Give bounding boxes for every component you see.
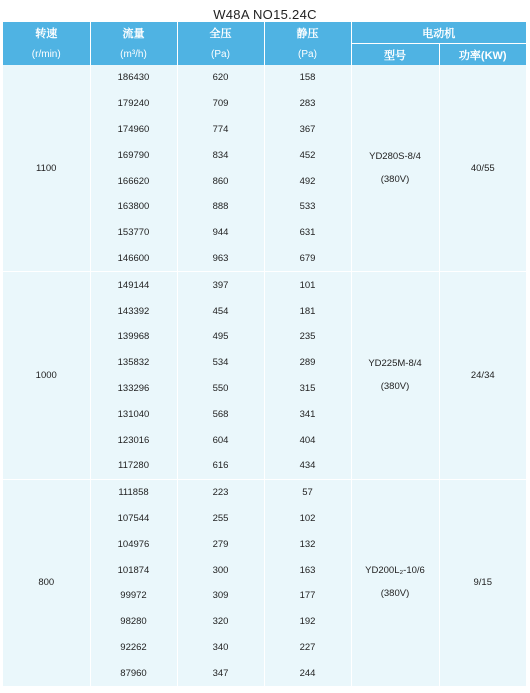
static-pressure-cell: 235 <box>264 324 351 350</box>
static-pressure-cell: 177 <box>264 583 351 609</box>
flow-cell: 166620 <box>90 168 177 194</box>
header-total-pressure: 全压 <box>177 22 264 44</box>
motor-model-cell <box>351 65 439 272</box>
flow-cell: 179240 <box>90 91 177 117</box>
flow-cell: 135832 <box>90 350 177 376</box>
flow-cell: 186430 <box>90 65 177 91</box>
header-power: 功率(KW) <box>439 44 526 66</box>
total-pressure-cell: 568 <box>177 401 264 427</box>
speed-cell: 800 <box>3 479 90 686</box>
static-pressure-cell: 341 <box>264 401 351 427</box>
header-total-pressure-unit: (Pa) <box>177 44 264 66</box>
total-pressure-cell: 534 <box>177 350 264 376</box>
flow-cell: 99972 <box>90 583 177 609</box>
flow-cell: 139968 <box>90 324 177 350</box>
static-pressure-cell: 132 <box>264 531 351 557</box>
total-pressure-cell: 774 <box>177 117 264 143</box>
total-pressure-cell: 347 <box>177 660 264 686</box>
flow-cell: 149144 <box>90 272 177 298</box>
static-pressure-cell: 101 <box>264 272 351 298</box>
total-pressure-cell: 320 <box>177 609 264 635</box>
flow-cell: 98280 <box>90 609 177 635</box>
flow-cell: 169790 <box>90 142 177 168</box>
total-pressure-cell: 944 <box>177 220 264 246</box>
table-row <box>3 479 526 505</box>
flow-cell: 133296 <box>90 376 177 402</box>
motor-model: YD225M-8/4 <box>368 358 422 370</box>
header-model: 型号 <box>351 44 439 66</box>
table-header <box>3 22 526 65</box>
motor-voltage: (380V) <box>380 588 410 600</box>
motor-model-cell <box>351 272 439 479</box>
total-pressure-cell: 550 <box>177 376 264 402</box>
table-row <box>3 65 526 91</box>
static-pressure-cell: 227 <box>264 635 351 661</box>
static-pressure-cell: 102 <box>264 506 351 532</box>
speed-cell: 1000 <box>3 272 90 479</box>
table-title: W48A NO15.24C <box>213 7 317 22</box>
total-pressure-cell: 495 <box>177 324 264 350</box>
static-pressure-cell: 631 <box>264 220 351 246</box>
static-pressure-cell: 181 <box>264 298 351 324</box>
total-pressure-cell: 397 <box>177 272 264 298</box>
total-pressure-cell: 860 <box>177 168 264 194</box>
motor-voltage: (380V) <box>380 381 410 393</box>
fan-performance-table <box>3 22 526 687</box>
total-pressure-cell: 963 <box>177 246 264 272</box>
flow-cell: 131040 <box>90 401 177 427</box>
flow-cell: 153770 <box>90 220 177 246</box>
static-pressure-cell: 283 <box>264 91 351 117</box>
total-pressure-cell: 454 <box>177 298 264 324</box>
total-pressure-cell: 616 <box>177 453 264 479</box>
motor-power-cell: 40/55 <box>439 65 526 272</box>
speed-cell: 1100 <box>3 65 90 272</box>
motor-model-cell <box>351 479 439 686</box>
header-flow: 流量 <box>90 22 177 44</box>
total-pressure-cell: 223 <box>177 479 264 505</box>
static-pressure-cell: 492 <box>264 168 351 194</box>
total-pressure-cell: 834 <box>177 142 264 168</box>
static-pressure-cell: 57 <box>264 479 351 505</box>
static-pressure-cell: 192 <box>264 609 351 635</box>
table-body <box>3 65 526 687</box>
static-pressure-cell: 289 <box>264 350 351 376</box>
flow-cell: 146600 <box>90 246 177 272</box>
header-static-pressure-unit: (Pa) <box>264 44 351 66</box>
total-pressure-cell: 279 <box>177 531 264 557</box>
static-pressure-cell: 367 <box>264 117 351 143</box>
header-motor: 电动机 <box>351 22 526 44</box>
flow-cell: 111858 <box>90 479 177 505</box>
total-pressure-cell: 255 <box>177 506 264 532</box>
flow-cell: 123016 <box>90 427 177 453</box>
static-pressure-cell: 404 <box>264 427 351 453</box>
static-pressure-cell: 533 <box>264 194 351 220</box>
table-row <box>3 272 526 298</box>
header-speed: 转速 <box>3 22 90 44</box>
static-pressure-cell: 315 <box>264 376 351 402</box>
flow-cell: 104976 <box>90 531 177 557</box>
static-pressure-cell: 434 <box>264 453 351 479</box>
header-flow-unit: (m³/h) <box>90 44 177 66</box>
flow-cell: 107544 <box>90 506 177 532</box>
total-pressure-cell: 888 <box>177 194 264 220</box>
static-pressure-cell: 452 <box>264 142 351 168</box>
flow-cell: 174960 <box>90 117 177 143</box>
total-pressure-cell: 709 <box>177 91 264 117</box>
flow-cell: 87960 <box>90 660 177 686</box>
static-pressure-cell: 679 <box>264 246 351 272</box>
flow-cell: 163800 <box>90 194 177 220</box>
static-pressure-cell: 158 <box>264 65 351 91</box>
flow-cell: 117280 <box>90 453 177 479</box>
total-pressure-cell: 309 <box>177 583 264 609</box>
flow-cell: 143392 <box>90 298 177 324</box>
total-pressure-cell: 300 <box>177 557 264 583</box>
total-pressure-cell: 340 <box>177 635 264 661</box>
motor-model: YD200L₂-10/6 <box>365 565 425 577</box>
motor-model: YD280S-8/4 <box>369 150 421 162</box>
header-static-pressure: 静压 <box>264 22 351 44</box>
header-speed-unit: (r/min) <box>3 44 90 66</box>
static-pressure-cell: 163 <box>264 557 351 583</box>
motor-voltage: (380V) <box>380 173 410 185</box>
flow-cell: 92262 <box>90 635 177 661</box>
flow-cell: 101874 <box>90 557 177 583</box>
static-pressure-cell: 244 <box>264 660 351 686</box>
motor-power-cell: 9/15 <box>439 479 526 686</box>
total-pressure-cell: 620 <box>177 65 264 91</box>
total-pressure-cell: 604 <box>177 427 264 453</box>
motor-power-cell: 24/34 <box>439 272 526 479</box>
